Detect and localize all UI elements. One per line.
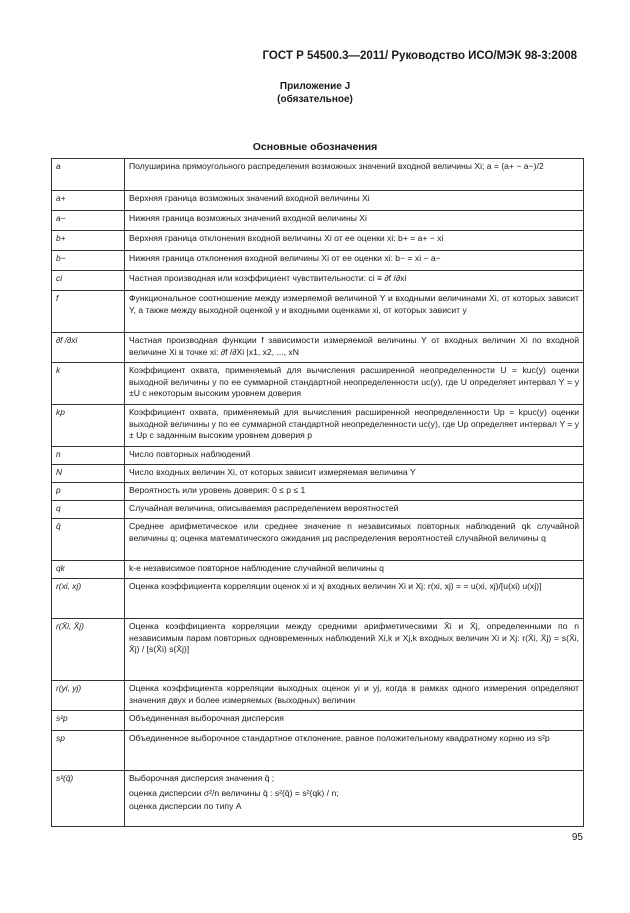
description-cell: k-е независимое повторное наблюдение случайной величины q — [125, 561, 584, 579]
description-cell: Полуширина прямоугольного распределения возможных значений входной величины Xi; a = (a+ − a−)/2 — [125, 159, 584, 191]
symbol-cell: r(yi, yj) — [52, 681, 125, 711]
symbol-cell: N — [52, 465, 125, 483]
annex-heading — [0, 80, 630, 106]
annex-status: (обязательное) — [277, 94, 353, 105]
description-cell: Объединенное выборочное стандартное отклонение, равное положительному квадратному корню из s²p — [125, 731, 584, 771]
description-cell: Среднее арифметическое или среднее значение n независимых повторных наблюдений qk случайной величины q; оценка математического ожидания μq распределения вероятностей случайной величины q — [125, 519, 584, 561]
table-row — [52, 405, 584, 447]
description-cell: Функциональное соотношение между измеряемой величиной Y и входными величинами Xi, от которых зависит Y, а также между выходной оценкой y и входными оценками xi, от которых зависит y — [125, 291, 584, 333]
table-row — [52, 483, 584, 501]
table-row — [52, 501, 584, 519]
table-row — [52, 681, 584, 711]
description-line: оценка дисперсии по типу А — [129, 801, 242, 811]
table-row — [52, 211, 584, 231]
symbol-cell: ∂f /∂xi — [52, 333, 125, 363]
symbol-cell: f — [52, 291, 125, 333]
symbol-cell: qk — [52, 561, 125, 579]
description-line: Выборочная дисперсия значения q̄ ; — [129, 773, 275, 783]
description-cell: Коэффициент охвата, применяемый для вычисления расширенной неопределенности U = kuc(y) оценки выходной величины y по ее суммарной стандартной неопределенности uc(y), где U определяет интервал Y = y ±U с некоторым высоким уровнем доверия — [125, 363, 584, 405]
description-cell — [125, 771, 584, 827]
description-cell: Оценка коэффициента корреляции выходных оценок yi и yj, когда в рамках одного измерения определяют значения двух и более измеряемых (выходных) величин — [125, 681, 584, 711]
description-cell: Число входных величин Xi, от которых зависит измеряемая величина Y — [125, 465, 584, 483]
symbol-cell: r(xi, xj) — [52, 579, 125, 619]
symbol-cell: q — [52, 501, 125, 519]
symbol-cell: ci — [52, 271, 125, 291]
table-row — [52, 191, 584, 211]
description-cell: Верхняя граница возможных значений входной величины Xi — [125, 191, 584, 211]
description-cell: Число повторных наблюдений — [125, 447, 584, 465]
symbol-cell: b− — [52, 251, 125, 271]
symbol-cell: p — [52, 483, 125, 501]
symbol-cell: r(X̄i, X̄j) — [52, 619, 125, 681]
table-row — [52, 447, 584, 465]
description-line: оценка дисперсии σ²/n величины q̄ : s²(q̄) = s²(qk) / n; — [129, 787, 339, 798]
table-row — [52, 231, 584, 251]
description-cell: Верхняя граница отклонения входной величины Xi от ее оценки xi: b+ = a+ − xi — [125, 231, 584, 251]
symbol-cell: n — [52, 447, 125, 465]
description-cell: Нижняя граница возможных значений входной величины Xi — [125, 211, 584, 231]
table-row — [52, 579, 584, 619]
symbol-cell: a+ — [52, 191, 125, 211]
symbol-cell: q̄ — [52, 519, 125, 561]
symbol-cell: s²p — [52, 711, 125, 731]
table-row — [52, 159, 584, 191]
symbol-cell: a− — [52, 211, 125, 231]
description-cell: Случайная величина, описываемая распределением вероятностей — [125, 501, 584, 519]
table-row — [52, 333, 584, 363]
table-row — [52, 619, 584, 681]
table-row — [52, 711, 584, 731]
table-row — [52, 363, 584, 405]
table-row — [52, 731, 584, 771]
symbol-cell: sp — [52, 731, 125, 771]
table-row — [52, 465, 584, 483]
annex-title: Приложение J — [279, 81, 351, 92]
table-row — [52, 291, 584, 333]
symbol-cell: b+ — [52, 231, 125, 251]
symbol-cell: kp — [52, 405, 125, 447]
symbol-cell: k — [52, 363, 125, 405]
symbol-cell: a — [52, 159, 125, 191]
table-row — [52, 251, 584, 271]
description-cell: Нижняя граница отклонения входной величины Xi от ее оценки xi: b− = xi − a− — [125, 251, 584, 271]
symbol-cell: s²(q̄) — [52, 771, 125, 827]
description-cell: Объединенная выборочная дисперсия — [125, 711, 584, 731]
description-cell: Частная производная или коэффициент чувствительности: ci ≡ ∂f /∂xi — [125, 271, 584, 291]
table-row — [52, 271, 584, 291]
symbols-table — [51, 158, 584, 827]
description-cell: Оценка коэффициента корреляции между средними арифметическими X̄i и X̄j, определенными по n независимым парам повторных одновременных наблюдений Xi,k и Xj,k входных величин Xi и Xj: r(X̄i, X̄j) = s(X̄i, X̄j) / [s(X̄i) s(X̄j)] — [125, 619, 584, 681]
document-header: ГОСТ Р 54500.3—2011/ Руководство ИСО/МЭК 98-3:2008 — [262, 50, 577, 62]
description-cell: Частная производная функции f зависимости измеряемой величины Y от входных величин Xi по входной величине Xi в точке xi: ∂f /∂Xi |x1, x2, ..., xN — [125, 333, 584, 363]
section-title: Основные обозначения — [252, 141, 378, 153]
description-cell: Коэффициент охвата, применяемый для вычисления расширенной неопределенности Up = kpuc(y) оценки выходной величины y по ее суммарной стандартной неопределенности uc(y), где Up определяет интервал Y = y ± Up с заданным высоким уровнем доверия p — [125, 405, 584, 447]
table-row — [52, 561, 584, 579]
page-number: 95 — [571, 832, 583, 843]
description-cell: Вероятность или уровень доверия: 0 ≤ p ≤ 1 — [125, 483, 584, 501]
table-row — [52, 519, 584, 561]
table-row — [52, 771, 584, 827]
description-cell: Оценка коэффициента корреляции оценок xi и xj входных величин Xi и Xj: r(xi, xj) = = u(xi, xj)/[u(xi) u(xj)] — [125, 579, 584, 619]
